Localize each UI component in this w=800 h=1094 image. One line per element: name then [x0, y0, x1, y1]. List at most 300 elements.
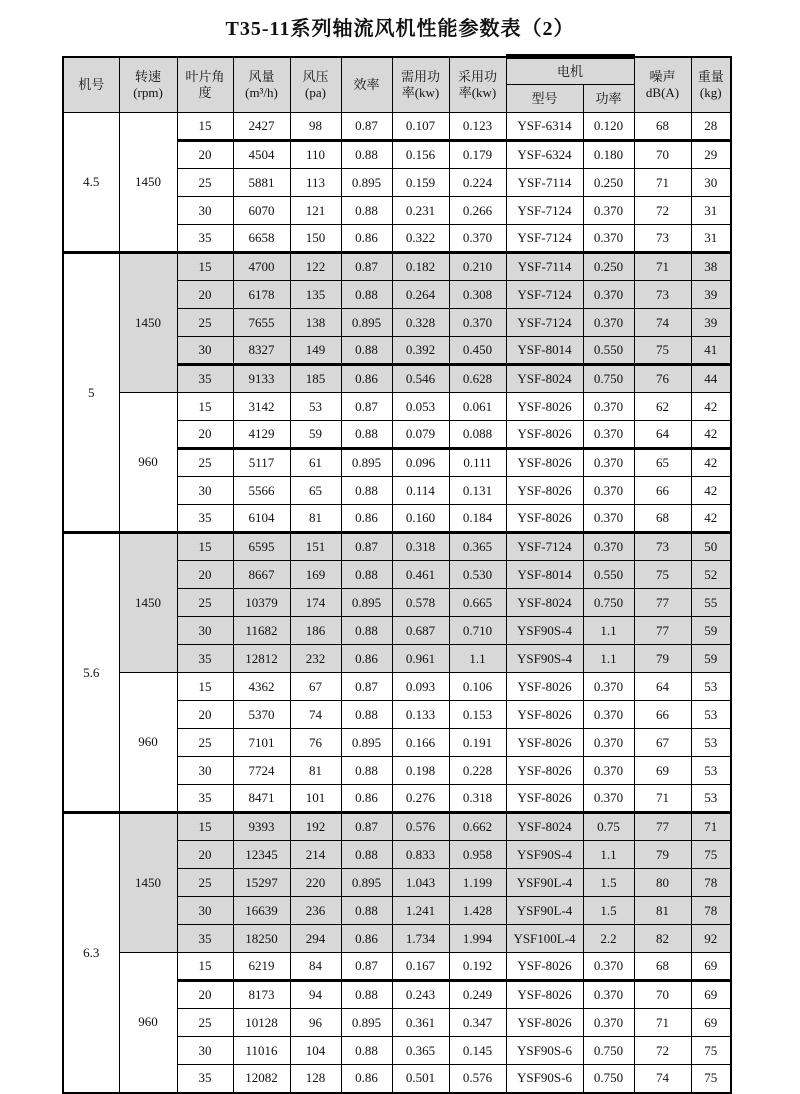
data-cell: 0.370	[583, 197, 634, 225]
data-cell: 0.461	[392, 561, 449, 589]
data-cell: 0.961	[392, 645, 449, 673]
data-cell: YSF90S-6	[506, 1065, 583, 1093]
col-header-motor-group	[506, 57, 634, 85]
col-header-efficiency	[341, 57, 392, 113]
data-cell: 6070	[233, 197, 290, 225]
data-cell: 15	[177, 813, 233, 841]
data-cell: 0.88	[341, 757, 392, 785]
machine-no-cell: 5	[63, 253, 119, 533]
data-cell: 0.370	[583, 477, 634, 505]
data-cell: 0.276	[392, 785, 449, 813]
data-cell: 0.250	[583, 253, 634, 281]
data-cell: 0.224	[449, 169, 506, 197]
table-body	[63, 113, 731, 1093]
data-cell: 0.182	[392, 253, 449, 281]
data-cell: 0.86	[341, 225, 392, 253]
data-cell: YSF-8024	[506, 589, 583, 617]
data-cell: 0.550	[583, 337, 634, 365]
data-cell: 70	[634, 981, 691, 1009]
data-cell: 0.86	[341, 645, 392, 673]
data-cell: 0.895	[341, 869, 392, 897]
data-cell: 0.370	[449, 225, 506, 253]
data-cell: 53	[691, 673, 731, 701]
data-cell: 1.5	[583, 897, 634, 925]
data-cell: 59	[290, 421, 341, 449]
data-cell: 0.86	[341, 365, 392, 393]
table-header	[63, 57, 731, 113]
data-cell: 1.734	[392, 925, 449, 953]
data-cell: 64	[634, 421, 691, 449]
data-cell: 0.895	[341, 449, 392, 477]
data-cell: 7101	[233, 729, 290, 757]
data-cell: 0.86	[341, 925, 392, 953]
speed-cell: 1450	[119, 253, 177, 393]
col-header-air-volume-label: 风量	[248, 69, 275, 85]
data-cell: 0.370	[583, 281, 634, 309]
data-cell: 68	[634, 505, 691, 533]
data-cell: 1.241	[392, 897, 449, 925]
speed-cell: 1450	[119, 533, 177, 673]
data-cell: 0.450	[449, 337, 506, 365]
data-cell: 0.750	[583, 365, 634, 393]
col-header-adopted-power-unit: 率(kw)	[458, 84, 497, 100]
col-header-pressure	[290, 57, 341, 113]
data-cell: 0.86	[341, 1065, 392, 1093]
document-page	[0, 12, 800, 1086]
data-cell: 0.266	[449, 197, 506, 225]
data-cell: 0.156	[392, 141, 449, 169]
data-cell: 0.198	[392, 757, 449, 785]
data-cell: 30	[177, 617, 233, 645]
data-cell: 0.166	[392, 729, 449, 757]
data-cell: YSF-7124	[506, 197, 583, 225]
data-cell: 65	[290, 477, 341, 505]
data-cell: 1.199	[449, 869, 506, 897]
speed-cell: 1450	[119, 113, 177, 253]
col-header-noise-unit: dB(A)	[645, 84, 680, 100]
data-cell: 20	[177, 841, 233, 869]
data-cell: 169	[290, 561, 341, 589]
data-cell: 25	[177, 729, 233, 757]
data-cell: 0.145	[449, 1037, 506, 1065]
data-cell: 0.895	[341, 309, 392, 337]
data-cell: 53	[691, 701, 731, 729]
data-cell: 38	[691, 253, 731, 281]
data-cell: 0.87	[341, 673, 392, 701]
data-cell: 25	[177, 1009, 233, 1037]
data-cell: 0.576	[449, 1065, 506, 1093]
data-cell: 0.184	[449, 505, 506, 533]
data-cell: 9133	[233, 365, 290, 393]
speed-cell: 960	[119, 673, 177, 813]
data-cell: 5881	[233, 169, 290, 197]
data-cell: 12345	[233, 841, 290, 869]
data-cell: 0.578	[392, 589, 449, 617]
data-cell: 82	[634, 925, 691, 953]
data-cell: 8173	[233, 981, 290, 1009]
data-cell: 0.096	[392, 449, 449, 477]
data-cell: 0.88	[341, 337, 392, 365]
data-cell: 53	[691, 729, 731, 757]
data-cell: 71	[634, 785, 691, 813]
data-cell: 76	[290, 729, 341, 757]
data-cell: 96	[290, 1009, 341, 1037]
data-cell: 8471	[233, 785, 290, 813]
data-cell: 64	[634, 673, 691, 701]
data-cell: 35	[177, 365, 233, 393]
data-cell: YSF100L-4	[506, 925, 583, 953]
data-cell: YSF-8026	[506, 785, 583, 813]
data-cell: 35	[177, 785, 233, 813]
col-header-motor-label: 电机	[557, 63, 584, 79]
data-cell: 149	[290, 337, 341, 365]
data-cell: 0.370	[583, 225, 634, 253]
data-cell: 0.370	[583, 505, 634, 533]
page-title: T35-11系列轴流风机性能参数表（2）	[225, 18, 575, 40]
data-cell: 20	[177, 561, 233, 589]
data-cell: 151	[290, 533, 341, 561]
data-cell: 69	[691, 953, 731, 981]
data-cell: 11016	[233, 1037, 290, 1065]
data-cell: 0.322	[392, 225, 449, 253]
machine-no-cell: 5.6	[63, 533, 119, 813]
speed-cell: 960	[119, 953, 177, 1093]
data-cell: YSF-7114	[506, 169, 583, 197]
data-cell: 30	[177, 197, 233, 225]
data-cell: YSF-7124	[506, 281, 583, 309]
col-header-blade-angle-label: 叶片角	[185, 69, 225, 85]
data-cell: 1.043	[392, 869, 449, 897]
data-cell: YSF-8026	[506, 477, 583, 505]
data-cell: YSF-7124	[506, 225, 583, 253]
data-cell: 0.750	[583, 1037, 634, 1065]
col-header-blade-angle	[177, 57, 233, 113]
col-header-pressure-unit: (pa)	[305, 84, 326, 100]
col-header-motor-model-label: 型号	[531, 90, 558, 106]
data-cell: 0.370	[583, 421, 634, 449]
data-cell: 30	[177, 337, 233, 365]
data-cell: 11682	[233, 617, 290, 645]
data-cell: 53	[691, 757, 731, 785]
data-cell: 1.994	[449, 925, 506, 953]
data-cell: 0.370	[583, 309, 634, 337]
data-cell: 25	[177, 449, 233, 477]
data-cell: 0.370	[583, 785, 634, 813]
col-header-required-power-label: 需用功	[400, 69, 440, 85]
data-cell: 75	[691, 1065, 731, 1093]
data-cell: 78	[691, 897, 731, 925]
data-cell: YSF90L-4	[506, 897, 583, 925]
data-cell: 67	[290, 673, 341, 701]
col-header-pressure-label: 风压	[302, 69, 329, 85]
data-cell: 71	[691, 813, 731, 841]
data-cell: 1.1	[449, 645, 506, 673]
col-header-adopted-power-label: 采用功	[457, 69, 497, 85]
data-cell: 1.1	[583, 841, 634, 869]
data-cell: 0.370	[583, 953, 634, 981]
data-cell: 72	[634, 197, 691, 225]
data-cell: 69	[691, 981, 731, 1009]
data-cell: 0.710	[449, 617, 506, 645]
data-cell: 0.88	[341, 981, 392, 1009]
data-cell: 0.053	[392, 393, 449, 421]
data-cell: 0.365	[449, 533, 506, 561]
data-cell: 65	[634, 449, 691, 477]
data-cell: 42	[691, 421, 731, 449]
data-cell: 1.1	[583, 645, 634, 673]
data-cell: 0.370	[583, 673, 634, 701]
data-cell: 104	[290, 1037, 341, 1065]
data-cell: 35	[177, 925, 233, 953]
data-cell: 77	[634, 813, 691, 841]
col-header-motor-power	[583, 85, 634, 113]
data-cell: 80	[634, 869, 691, 897]
data-cell: 44	[691, 365, 731, 393]
data-cell: 0.75	[583, 813, 634, 841]
data-cell: YSF-7124	[506, 309, 583, 337]
data-cell: YSF-8026	[506, 393, 583, 421]
data-cell: YSF-8026	[506, 673, 583, 701]
data-cell: 78	[691, 869, 731, 897]
data-cell: 0.546	[392, 365, 449, 393]
data-cell: 0.370	[583, 981, 634, 1009]
col-header-motor-power-label: 功率	[595, 90, 622, 106]
data-cell: 0.87	[341, 113, 392, 141]
data-cell: 0.87	[341, 393, 392, 421]
table-row	[63, 673, 731, 701]
data-cell: 0.250	[583, 169, 634, 197]
data-cell: 0.179	[449, 141, 506, 169]
data-cell: 0.87	[341, 253, 392, 281]
data-cell: 12082	[233, 1065, 290, 1093]
data-cell: 0.107	[392, 113, 449, 141]
data-cell: 0.88	[341, 281, 392, 309]
data-cell: 0.550	[583, 561, 634, 589]
data-cell: 0.370	[583, 757, 634, 785]
data-cell: 41	[691, 337, 731, 365]
data-cell: 0.665	[449, 589, 506, 617]
data-cell: YSF90S-6	[506, 1037, 583, 1065]
data-cell: 0.370	[583, 393, 634, 421]
col-header-weight-unit: (kg)	[699, 84, 722, 100]
data-cell: 71	[634, 1009, 691, 1037]
data-cell: 0.87	[341, 533, 392, 561]
data-cell: 25	[177, 589, 233, 617]
data-cell: 15	[177, 953, 233, 981]
data-cell: 20	[177, 701, 233, 729]
col-header-speed-label: 转速	[134, 69, 161, 85]
col-header-machine-no-label: 机号	[78, 76, 105, 92]
data-cell: 66	[634, 701, 691, 729]
col-header-speed	[119, 57, 177, 113]
data-cell: 5370	[233, 701, 290, 729]
data-cell: 8667	[233, 561, 290, 589]
data-cell: 0.318	[392, 533, 449, 561]
table-row	[63, 253, 731, 281]
data-cell: 35	[177, 225, 233, 253]
data-cell: 2427	[233, 113, 290, 141]
data-cell: 0.370	[583, 449, 634, 477]
data-cell: 30	[177, 1037, 233, 1065]
data-cell: 15	[177, 393, 233, 421]
data-cell: 7655	[233, 309, 290, 337]
data-cell: 74	[634, 1065, 691, 1093]
data-cell: YSF-8026	[506, 449, 583, 477]
data-cell: 53	[290, 393, 341, 421]
data-cell: 0.361	[392, 1009, 449, 1037]
data-cell: 79	[634, 841, 691, 869]
data-cell: 0.159	[392, 169, 449, 197]
data-cell: 186	[290, 617, 341, 645]
data-cell: 25	[177, 309, 233, 337]
data-cell: 42	[691, 449, 731, 477]
data-cell: 74	[290, 701, 341, 729]
data-cell: 0.833	[392, 841, 449, 869]
data-cell: 94	[290, 981, 341, 1009]
data-cell: 0.308	[449, 281, 506, 309]
data-cell: 0.347	[449, 1009, 506, 1037]
data-cell: 214	[290, 841, 341, 869]
data-cell: 8327	[233, 337, 290, 365]
data-cell: 0.192	[449, 953, 506, 981]
data-cell: 6219	[233, 953, 290, 981]
data-cell: 192	[290, 813, 341, 841]
data-cell: 81	[634, 897, 691, 925]
data-cell: 42	[691, 477, 731, 505]
data-cell: YSF-8026	[506, 729, 583, 757]
data-cell: 69	[634, 757, 691, 785]
data-cell: YSF90S-4	[506, 841, 583, 869]
data-cell: YSF90L-4	[506, 869, 583, 897]
data-cell: 6658	[233, 225, 290, 253]
data-cell: 101	[290, 785, 341, 813]
table-row	[63, 533, 731, 561]
data-cell: 3142	[233, 393, 290, 421]
data-cell: 68	[634, 113, 691, 141]
col-header-weight	[691, 57, 731, 113]
data-cell: 81	[290, 757, 341, 785]
data-cell: 4700	[233, 253, 290, 281]
data-cell: 1.5	[583, 869, 634, 897]
data-cell: 69	[691, 1009, 731, 1037]
data-cell: 0.133	[392, 701, 449, 729]
data-cell: 0.318	[449, 785, 506, 813]
data-cell: 0.628	[449, 365, 506, 393]
col-header-air-volume	[233, 57, 290, 113]
data-cell: YSF-8026	[506, 701, 583, 729]
data-cell: YSF-7124	[506, 533, 583, 561]
data-cell: 20	[177, 141, 233, 169]
data-cell: 66	[634, 477, 691, 505]
col-header-efficiency-label: 效率	[353, 76, 380, 92]
data-cell: YSF-8026	[506, 505, 583, 533]
data-cell: 74	[634, 309, 691, 337]
data-cell: 0.87	[341, 953, 392, 981]
data-cell: 0.079	[392, 421, 449, 449]
col-header-air-volume-unit: (m³/h)	[245, 84, 278, 100]
data-cell: 0.231	[392, 197, 449, 225]
data-cell: 0.191	[449, 729, 506, 757]
col-header-weight-label: 重量	[697, 69, 724, 85]
data-cell: YSF-8014	[506, 337, 583, 365]
data-cell: 68	[634, 953, 691, 981]
data-cell: 30	[691, 169, 731, 197]
data-cell: 0.249	[449, 981, 506, 1009]
machine-no-cell: 4.5	[63, 113, 119, 253]
data-cell: 30	[177, 757, 233, 785]
data-cell: 75	[691, 841, 731, 869]
data-cell: 0.167	[392, 953, 449, 981]
data-cell: 10128	[233, 1009, 290, 1037]
speed-cell: 1450	[119, 813, 177, 953]
data-cell: 0.530	[449, 561, 506, 589]
data-cell: YSF-8026	[506, 1009, 583, 1037]
machine-no-cell: 6.3	[63, 813, 119, 1093]
data-cell: 0.687	[392, 617, 449, 645]
data-cell: 4362	[233, 673, 290, 701]
data-cell: 6178	[233, 281, 290, 309]
data-cell: 0.88	[341, 561, 392, 589]
data-cell: 75	[634, 337, 691, 365]
data-cell: 0.328	[392, 309, 449, 337]
data-cell: 84	[290, 953, 341, 981]
data-cell: 220	[290, 869, 341, 897]
data-cell: 0.111	[449, 449, 506, 477]
data-cell: 0.370	[583, 533, 634, 561]
data-cell: 0.88	[341, 197, 392, 225]
data-cell: 110	[290, 141, 341, 169]
data-cell: 15	[177, 673, 233, 701]
data-cell: YSF-8024	[506, 813, 583, 841]
data-cell: 35	[177, 505, 233, 533]
data-cell: 50	[691, 533, 731, 561]
data-cell: 0.365	[392, 1037, 449, 1065]
col-header-motor-model	[506, 85, 583, 113]
data-cell: 15297	[233, 869, 290, 897]
data-cell: YSF90S-4	[506, 617, 583, 645]
data-cell: 52	[691, 561, 731, 589]
data-cell: YSF-6314	[506, 113, 583, 141]
data-cell: 0.114	[392, 477, 449, 505]
data-cell: 73	[634, 281, 691, 309]
data-cell: 39	[691, 309, 731, 337]
header-row-1	[63, 57, 731, 85]
data-cell: 4129	[233, 421, 290, 449]
data-cell: 232	[290, 645, 341, 673]
data-cell: 31	[691, 225, 731, 253]
data-cell: 28	[691, 113, 731, 141]
col-header-machine-no	[63, 57, 119, 113]
data-cell: 55	[691, 589, 731, 617]
data-cell: 0.264	[392, 281, 449, 309]
data-cell: 4504	[233, 141, 290, 169]
data-cell: 7724	[233, 757, 290, 785]
data-cell: 0.093	[392, 673, 449, 701]
data-cell: 6104	[233, 505, 290, 533]
data-cell: 0.88	[341, 897, 392, 925]
data-cell: 10379	[233, 589, 290, 617]
data-cell: 0.210	[449, 253, 506, 281]
data-cell: 20	[177, 981, 233, 1009]
data-cell: 0.895	[341, 169, 392, 197]
col-header-required-power	[392, 57, 449, 113]
data-cell: 35	[177, 645, 233, 673]
data-cell: 42	[691, 505, 731, 533]
col-header-speed-unit: (rpm)	[133, 84, 163, 100]
data-cell: 77	[634, 589, 691, 617]
data-cell: YSF-7114	[506, 253, 583, 281]
data-cell: 71	[634, 253, 691, 281]
